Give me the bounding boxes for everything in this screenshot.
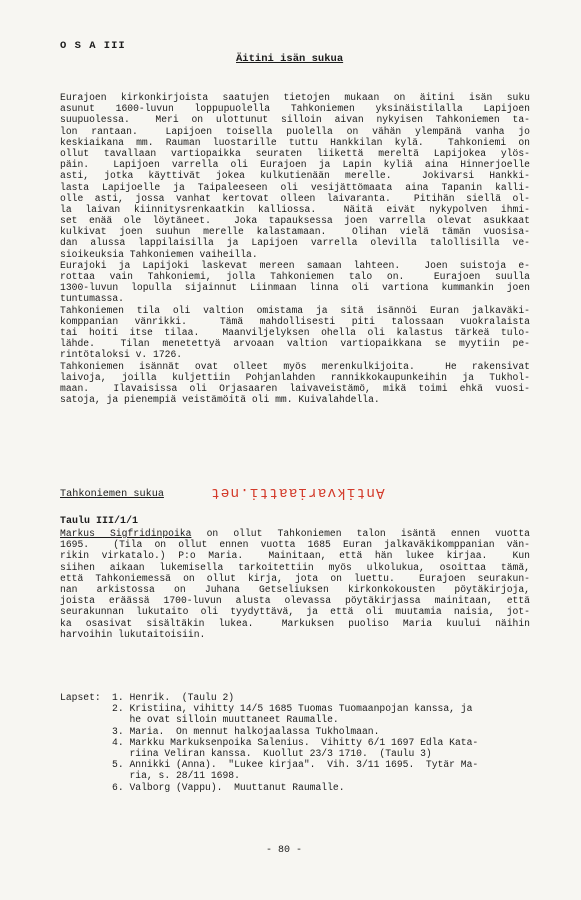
text-line: lähde. Tilan menetettyä arvoaan valtion vartiopaikkana se myytiin pe- (60, 338, 530, 350)
text-line: asunut 1600-luvun loppupuolella Tahkoniemen yksinäistilalla Lapijoen (60, 103, 530, 115)
intro-text (60, 92, 530, 405)
text-line: joista eräässä 1700-luvun alusta olevassa pöytäkirjassa mainitaan, että (60, 595, 530, 607)
genealogy-text (60, 528, 530, 640)
text-line: siihen aikaan lukemisella tarkoitettiin myös ulkolukua, osoittaa tämä, (60, 561, 530, 573)
children-label: Lapset: (60, 692, 101, 703)
child-entry (60, 759, 530, 781)
text-line: keskiaikana mm. Rauman luostarille tuttu Hankkilan kylä. Tahkoniemi on (60, 136, 530, 148)
text-line: komppanian vänrikki. Tämä mahdollisesti piti talossaan vuokralaista (60, 315, 530, 327)
text-line: asti, jotka käyttivät jokea kulkutienään merelle. Jokivarsi Hankki- (60, 170, 530, 182)
first-line-rest: on ollut Tahkoniemen talon isäntä ennen vuotta (191, 528, 530, 539)
text-line: satoja, ja pienempiä veistämöitä oli mm. Kuivalahdella. (60, 394, 380, 406)
child-line: ria, s. 28/11 1698. (112, 770, 240, 782)
child-line: 6. Valborg (Vappu). Muuttanut Raumalle. (112, 781, 345, 793)
text-line: Tahkoniemen isännät ovat olleet myös merenkulkijoita. He rakensivat (60, 360, 530, 372)
text-line: lon rantaan. Lapijoen toisella puolella on vähän ylempänä vanha jo (60, 125, 530, 137)
text-line: tai hoiti itse tilaa. Maanviljelyksen ohella oli kalastus tärkeä tulo- (60, 326, 530, 338)
child-indent (60, 703, 112, 725)
child-indent (60, 726, 112, 737)
child-entry (60, 782, 530, 793)
person-name: Markus Sigfridinpoika (60, 528, 192, 539)
child-entry (60, 737, 530, 759)
child-line: 4. Markku Markuksenpoika Salenius. Vihitty 6/1 1697 Edla Kata- (112, 736, 479, 748)
text-line: rikin virkatalo.) P:o Maria. Mainitaan, että hän lukee kirjaa. Kun (60, 550, 530, 562)
child-entry (60, 692, 530, 703)
chapter-title: Äitini isän sukua (236, 53, 344, 65)
first-line (60, 528, 530, 539)
child-line: 2. Kristiina, vihitty 14/5 1685 Tuomas Tuomaanpojan kanssa, ja (112, 703, 473, 715)
child-indent (60, 737, 112, 759)
text-line: päin. Lapijoen varrella oli Eurajoen ja Lapin kyliä aina Hinnerjoelle (60, 159, 530, 171)
text-line: sioikeuksia Tahkoniemen vaiheilla. (60, 248, 258, 260)
child-indent (60, 759, 112, 781)
text-line: laivoja, joilla kuljettiin Pohjanlahden rannikkokaupunkeihin ja Tukhol- (60, 371, 530, 383)
text-line: 1300-luvun lopulla sijainnut Liinmaan linna oli vartiona kummankin joen (60, 282, 530, 294)
text-line: rintötaloksi v. 1726. (60, 349, 183, 361)
child-entry (60, 703, 530, 725)
text-line: la laivan kiinnitysrenkaatkin kalliossa. Näitä eivät nykypolven ihmi- (60, 203, 530, 215)
text-line: ollut tavallaan vartiopaikka seuraten liikettä mereltä Lapijokea ylös- (60, 147, 530, 159)
text-line: set enää ole löytäneet. Joka tapauksessa joen varrella olevat asukkaat (60, 215, 530, 227)
text-line: Tahkoniemen tila oli valtion omistama ja sitä isännöi Euran jalkaväki- (60, 304, 530, 316)
text-line: rottaa vain Tahkoniemi, jolla Tahkoniemen talo on. Eurajoen suulla (60, 271, 530, 282)
child-line: riina Veliran kanssa. Kuollut 23/3 1710. (Taulu 3) (112, 747, 432, 759)
section-label: O S A III (60, 40, 126, 52)
text-line: lasta Lapijoelle ja Taipaleeseen oli vesijättömaata aina Tapanin kalli- (60, 181, 530, 193)
child-line: 5. Annikki (Anna). "Lukee kirjaa". Vih. 3/11 1695. Tytär Ma- (112, 759, 479, 771)
text-line: Eurajoki ja Lapijoki laskevat mereen samaan lahteen. Joen suistoja e- (60, 259, 530, 271)
child-entry (60, 726, 530, 737)
child-indent (60, 782, 112, 793)
page-number: - 80 - (266, 845, 303, 856)
text-line: 1695. (Tila on ollut ennen vuotta 1685 Euran jalkaväkikomppanian vän- (60, 539, 530, 551)
text-line: Eurajoen kirkonkirjoista saatujen tietojen mukaan on äitini isän suku (60, 92, 530, 103)
text-line: että Tahkoniemessä on ollut kirja, jota on luettu. Eurajoen seurakun- (60, 572, 530, 584)
text-line: nan arkistossa on Juhana Getseliuksen kirkonkokousten pöytäkirjoja, (60, 583, 530, 595)
text-line: olle asti, jossa vanhat kertovat olleen laivaranta. Pitihän siellä ol- (60, 192, 530, 204)
text-line: dan alussa lappilaisilla ja Lapijoen varrella olevilla talollisilla ve- (60, 237, 530, 249)
watermark-stamp: Antikvariaatti.net (210, 484, 385, 500)
table-reference: Taulu III/1/1 (60, 516, 139, 527)
text-line: tuntumassa. (60, 293, 124, 305)
child-line: 1. Henrik. (Taulu 2) (112, 692, 235, 703)
child-line: 3. Maria. On mennut halkojaalassa Tukholmaan. (112, 725, 380, 737)
subheading: Tahkoniemen sukua (60, 489, 164, 500)
genealogy-lines (60, 539, 530, 640)
text-line: maan. Ilavaisissa oli Orjasaaren laivaveistämö, mikä toimi ehkä vuosi- (60, 382, 530, 394)
text-line: suupuolessa. Meri on ulottunut silloin aivan nykyisen Tahkoniemen ta- (60, 114, 530, 126)
text-line: harvoihin lukutaitoisiin. (60, 628, 206, 640)
text-line: ka osasivat sisältäkin lukea. Markuksen puoliso Maria kuului näihin (60, 617, 530, 629)
text-line: seurakunnan lukutaito oli tyydyttävä, ja että oli muutamia naisia, jot- (60, 606, 530, 618)
child-line: he ovat silloin muuttaneet Raumalle. (112, 714, 339, 726)
text-line: kulkivat joen suuhun merelle kalastamaan. Olihan vielä tämän vuosisa- (60, 226, 530, 238)
children-list (60, 692, 530, 793)
